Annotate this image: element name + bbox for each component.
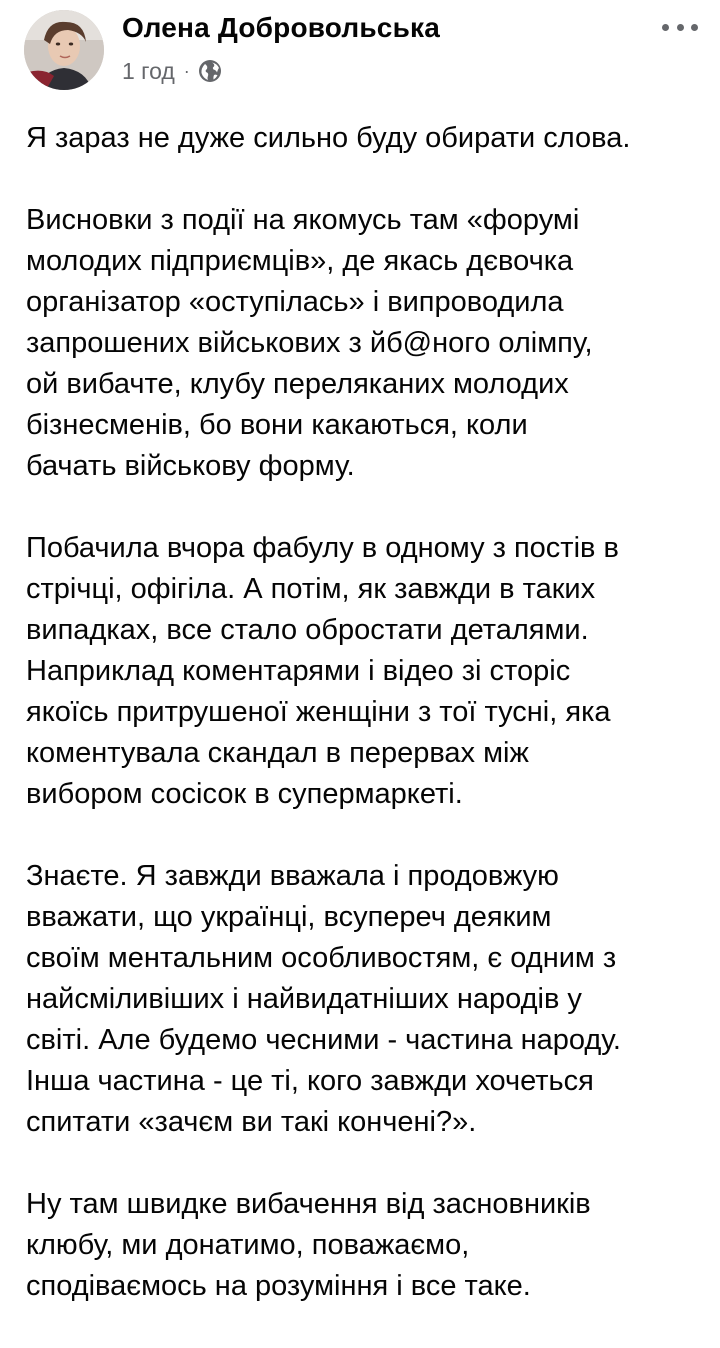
post-meta <box>122 56 222 86</box>
author-name[interactable]: Олена Добровольська <box>122 12 440 43</box>
more-options-button[interactable] <box>662 20 698 34</box>
post-paragraph: Знаєте. Я завжди вважала і продовжую вважати, що українці, всупереч деяким своїм ментальним особливостям, є одним з найсміливіших і найвидатніших народів у світі. Але будемо чесними - частина народу. Інша частина - це ті, кого завжди хочеться спитати «зачєм ви такі кончені?». <box>26 860 621 1138</box>
more-dot <box>677 24 684 31</box>
author-avatar[interactable] <box>24 10 104 90</box>
avatar-photo <box>24 10 104 90</box>
post-paragraph: Висновки з події на якомусь там «форумі молодих підприємців», де якась дєвочка організатор «оступілась» і випроводила запрошених військових з йб@ного олімпу, ой вибачте, клубу переляканих молодих бізнесменів, бо вони какаються, коли бачать військову форму. <box>26 204 593 482</box>
post-paragraph: Я зараз не дуже сильно буду обирати слова. <box>26 122 631 154</box>
post-paragraph: Ну там швидке вибачення від засновників клюбу, ми донатимо, поважаємо, сподіваємось на розуміння і все таке. <box>26 1188 591 1302</box>
post-body <box>26 118 696 1348</box>
post-time[interactable]: 1 год <box>122 57 175 84</box>
globe-icon[interactable] <box>198 59 222 83</box>
post-header <box>0 0 720 100</box>
post-paragraph: Побачила вчора фабулу в одному з постів в стрічці, офігіла. А потім, як завжди в таких випадках, все стало обростати деталями. Наприклад коментарями і відео зі сторіс якоїсь притрушеної женщіни з тої тусні, яка коментувала скандал в перервах між вибором сосісок в супермаркеті. <box>26 532 619 810</box>
meta-separator: · <box>183 60 190 81</box>
more-dot <box>662 24 669 31</box>
more-dot <box>691 24 698 31</box>
